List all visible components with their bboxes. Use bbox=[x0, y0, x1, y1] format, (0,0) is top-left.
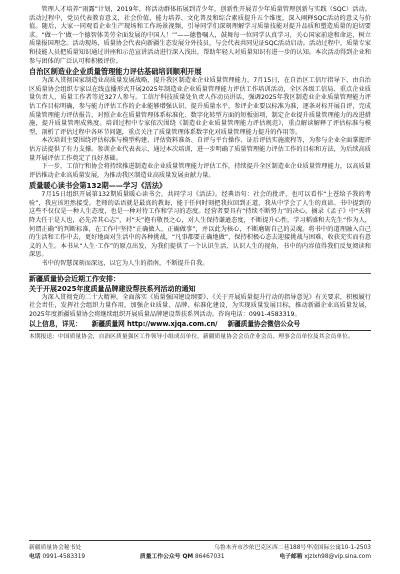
section-paragraph: 下一步，工信厅和协会将持续推进制造业企业质量管理能力评估工作，持续提升全区制造业企业质量管理能力，以高质量评估推动企业高质量发展，为推动我区制造业高质量发展贡献力量。 bbox=[29, 163, 371, 179]
web-info-label: 以上信息，详见： bbox=[29, 320, 82, 329]
section-paragraph: 本次培训主要围绕评估标准与模型构建、评估资料准备、自评与平台操作、证后评估实施流程等，为参与企业全面掌握评估方法提供了有力支撑。参训企业代表表示，通过本次培训，进一步明确了质量管理能力评估工作的目标和方法，为后续高质量开展评估工作奠定了良好基础。 bbox=[29, 137, 371, 162]
section-title: 质量暖心读书会第132期——学习《活法》 bbox=[29, 181, 167, 191]
footer-row-top bbox=[29, 544, 371, 553]
notice-paragraph: 为深入贯彻党的二十大精神，全面落实《质量强国建设纲要》、《关于开展质量提升行动的指导意见》有关要求，积极履行社会责任，发挥社会组织力量作用，加强企业质量、品牌、标准化建设，为实现质量发展目标，推动新疆企业高质量发展，2025年度新疆质量协会将继续组织开展质量品牌建设帮扶系列活动。咨询电话：0991-4583319。 bbox=[29, 293, 371, 318]
footer-address: 乌鲁木齐市沙依巴克区西二巷188号华凌国际公寓10-1-2503 bbox=[213, 545, 371, 551]
footer-hotline-value: 86467031 bbox=[195, 554, 225, 560]
footer bbox=[29, 540, 371, 562]
web-info-line bbox=[29, 319, 371, 330]
footer-phone-label: 电话 bbox=[29, 554, 41, 560]
article-column bbox=[29, 6, 371, 341]
section-paragraph: 书中的智慧深刻而深远，以它为人生的指南，不断提升自我。 bbox=[41, 260, 209, 268]
footer-email bbox=[279, 553, 371, 562]
footer-email-value[interactable]: xjzlxh98@vip.sina.com bbox=[304, 554, 371, 560]
notice-title: 关于开展2025年度质量品牌建设帮扶系列活动的通知 bbox=[29, 284, 196, 293]
footer-row-contact bbox=[29, 553, 371, 562]
footer-phone bbox=[29, 553, 85, 562]
section-paragraph: 7月15日组织开展第132期质量暖心读书会，共同学习《活法》。经典语句：社会的批评，也可以看作“上苍给予我的考验”，我应该坦然接受。老师的话语就是最真的教诲，能于任何时刻把我拉回到正道，我从中学会了人生的真谛。书中提到的这些不仅仅是一种人生态度，也是一种对待工作和学习的态度。经营者要具有“持续不断努力”的决心。摘录《孟子》中“天将降大任于是人也，必先苦其心志”，对“天”抱有敬畏之心，对人生保持谦逊态度，不断提升心性，学习稻盛和夫先生“作为人，何谓正确”的判断标准，在工作中坚持“正确做人、正确做事”，并以此为核心，不断磨砺自己的灵魂。将书中的道理融入自己的生活和工作中去，更好地面对生活中的各种挑战，“凡事都要正确地做”，保持积极心态去迎接挑战与困难，收获充实而有意义的人生。本书从“人生·工作”的原点出发，为我们提供了一个认识生活、认识人生的视角，书中的内容值得我们反复阅读和深思。 bbox=[29, 191, 371, 259]
website-link[interactable]: 新疆质量网 http://www.xjqa.com.cn/ bbox=[91, 320, 218, 329]
footer-hotline-label: 质量工作公众号 QM bbox=[139, 554, 194, 560]
distribution-note: 本期报送：中国质量协会，自治区质量强区工作领导小组成员单位，新疆质量协会会员企业会员、理事会员单位及其会员单位。 bbox=[29, 330, 371, 341]
section-title: 自治区制造业企业质量管理能力评估基础培训顺利开展 bbox=[29, 67, 202, 77]
section-quality-assessment bbox=[29, 67, 371, 180]
notice-block bbox=[29, 273, 371, 320]
footer-org: 新疆质量协会秘书处 bbox=[29, 545, 82, 551]
intro-paragraph: 管理人才培养“雨露”计划，2019年，将活动群体拓展到青少年，创新性开展青少年质量管理创新与实践（SQC）活动。活动过程中，党员代表教育意义，社会价值，能力培养、文化普及和综合素质提升五个维度，深入阐释SQC活动的意义与价值。随后，大家一同观看企业生产现场和工作场景视频，引导同学们深刻理解学习质量技能对提升品质和塑造质量的迫切要求。“做一个‘做一个德智体美劳全面发展的中国人！’”——德鲁嘱人，鼓舞每一位同学认真学习，关心国家前途和命运，树立质量报国理念。活动现场，质量协会代表向新疆生态发展分外技员，与会代表共同见证SQC活动启动。活动过程中，质量专家和技能人员把质量知识通过讲座和示范宣讲活动进行深入浅出，帮助年轻人对质量知识有进一步的认知。本次活动得到企业和参与团体的广泛认可和积极评价。 bbox=[29, 6, 371, 65]
footer-hotline bbox=[140, 553, 225, 562]
footer-email-label: 电子邮箱 bbox=[279, 554, 303, 560]
notice-section-title: 新疆质量协会近期工作安排： bbox=[29, 274, 120, 283]
section-reading-club bbox=[29, 181, 371, 268]
section-paragraph: 为深入贯彻国家制造业高质量发展战略，提升我区制造业企业质量管理能力，7月15日，在自治区工信厅指导下，由自治区质量协会组织专家以在线直播形式开展2025年制造业企业质量管理能力评估工作培训活动，全区各级工信局、重点企业质量负责人、质量工作者等近327人参与。工信厅科技质量处负责人作动员讲话，强调2025年我区制造业企业质量管理能力评估工作目标明确，参与能力评估工作的企业能够增强认识、提升质量水平，参评企业要以标准为准，逐条对标开展自评，完成质量管理能力评估报告，对照企业在质量管理体系标准化、数字化转型方面的短板弱项，制定企业提升质量管理能力的改进措施，提升质量管理成熟度。培训过程中专家依次围绕《制造业企业质量管理能力评估规范》，重点解读解释了评估标准与模型，剖析了评估过程中各环节问题，重点关注了质量管理体系数字化对质量管理能力提升的作用等。 bbox=[29, 77, 371, 136]
wechat-account: 新疆质量协会微信公众号 bbox=[227, 320, 301, 329]
footer-phone-value: 0991-4583319 bbox=[42, 554, 86, 560]
